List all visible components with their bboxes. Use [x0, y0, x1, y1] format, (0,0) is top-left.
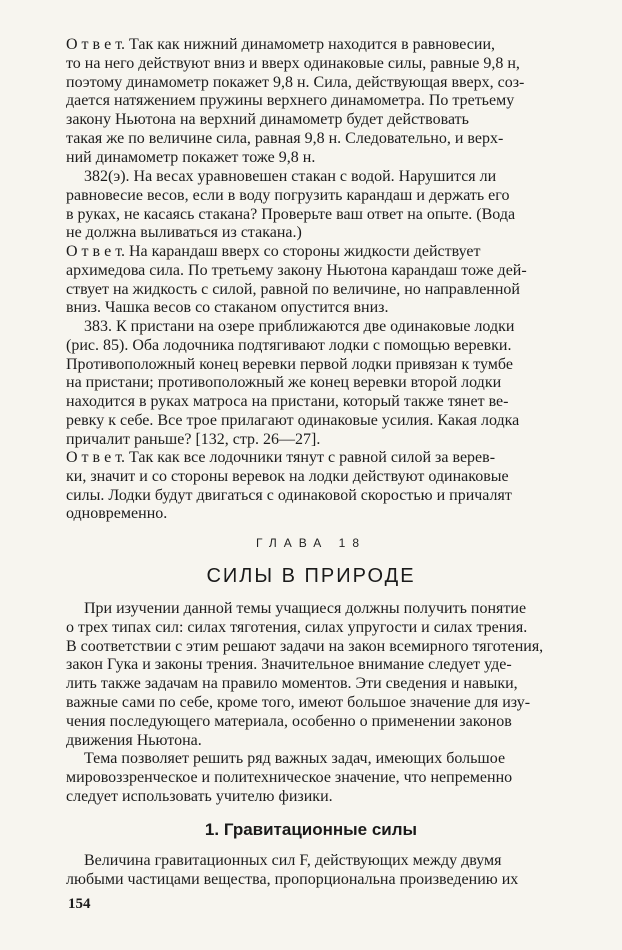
- answer-383: [66, 449, 582, 524]
- section-text: [66, 852, 582, 890]
- paragraph: [66, 750, 582, 806]
- text-line: мировоззренческое и политехническое значение, что непременно: [66, 768, 513, 786]
- text-line: дается натяжением пружины верхнего динамометра. По третьему: [66, 92, 515, 110]
- text-line: важные сами по себе, кроме того, имеют большое значение для изу-: [66, 693, 531, 711]
- paragraph: [66, 449, 582, 524]
- section-title: 1. Гравитационные силы: [204, 820, 418, 839]
- text-line: В соответствии с этим решают задачи на закон всемирного тяготения,: [66, 637, 544, 655]
- text-line: ревку к себе. Все трое прилагают одинаковые усилия. Какая лодка: [66, 411, 520, 429]
- text-line: закон Гука и законы трения. Значительное внимание следует уде-: [66, 656, 512, 674]
- text-line: (рис. 85). Оба лодочника подтягивают лодки с помощью веревки.: [66, 336, 512, 354]
- text-line: О т в е т. Так как все лодочники тянут с равной силой за верев-: [66, 449, 496, 466]
- text-line: о трех типах сил: силах тяготения, силах упругости и силах трения.: [66, 618, 528, 636]
- page-number: 154: [68, 896, 91, 912]
- text-line: 383. К пристани на озере приближаются две одинаковые лодки: [84, 318, 515, 335]
- text-line: одновременно.: [66, 505, 168, 523]
- text-line: ний динамометр покажет тоже 9,8 н.: [66, 148, 316, 166]
- chapter-label: ГЛАВА 18: [256, 536, 366, 550]
- text-line: в руках, не касаясь стакана? Проверьте ваш ответ на опыте. (Вода: [66, 205, 516, 223]
- problem-383: [66, 318, 582, 450]
- text-line: поэтому динамометр покажет 9,8 н. Сила, действующая вверх, соз-: [66, 73, 525, 91]
- text-line: на пристани; противоположный же конец веревки второй лодки: [66, 374, 502, 392]
- answer-381: [66, 36, 582, 168]
- paragraph: [66, 168, 582, 243]
- problem-382: [66, 168, 582, 243]
- text-line: архимедова сила. По третьему закону Ньютона карандаш тоже дей-: [66, 261, 527, 279]
- text-line: силы. Лодки будут двигаться с одинаковой скоростью и причалят: [66, 486, 512, 504]
- paragraph: [66, 852, 582, 890]
- text-line: причалит раньше? [132, стр. 26—27].: [66, 430, 321, 448]
- text-line: При изучении данной темы учащиеся должны получить понятие: [84, 600, 527, 617]
- chapter-intro: [66, 600, 582, 750]
- text-line: не должна выливаться из стакана.): [66, 224, 302, 242]
- chapter-intro-2: [66, 750, 582, 806]
- text-line: любыми частицами вещества, пропорциональна произведению их: [66, 870, 519, 888]
- paragraph: [66, 600, 582, 750]
- text-line: ствует на жидкость с силой, равной по величине, но направленной: [66, 280, 520, 298]
- text-line: то на него действуют вниз и вверх одинаковые силы, равные 9,8 н,: [66, 54, 520, 72]
- text-line: чения последующего материала, особенно о применении законов: [66, 712, 512, 730]
- chapter-title: СИЛЫ В ПРИРОДЕ: [206, 565, 416, 587]
- paragraph: [66, 36, 582, 168]
- text-line: О т в е т. На карандаш вверх со стороны жидкости действует: [66, 243, 481, 260]
- text-line: вниз. Чашка весов со стаканом опустится вниз.: [66, 299, 389, 317]
- answer-382: [66, 243, 582, 318]
- text-line: закону Ньютона на верхний динамометр будет действовать: [66, 111, 469, 129]
- text-line: находится в руках матроса на пристани, который также тянет ве-: [66, 393, 509, 411]
- paragraph: [66, 318, 582, 450]
- text-line: 382(э). На весах уравновешен стакан с водой. Нарушится ли: [84, 168, 497, 185]
- text-line: такая же по величине сила, равная 9,8 н. Следовательно, и верх-: [66, 129, 504, 147]
- text-line: ки, значит и со стороны веревок на лодки действуют одинаковые: [66, 467, 509, 485]
- text-line: движения Ньютона.: [66, 731, 202, 749]
- text-line: Противоположный конец веревки первой лодки привязан к тумбе: [66, 355, 513, 373]
- text-line: Тема позволяет решить ряд важных задач, имеющих большое: [84, 750, 506, 767]
- text-line: равновесие весов, если в воду погрузить карандаш и держать его: [66, 186, 510, 204]
- text-line: Величина гравитационных сил F, действующих между двумя: [84, 852, 502, 869]
- text-line: лить также задачам на правило моментов. Эти сведения и навыки,: [66, 675, 518, 693]
- text-line: О т в е т. Так как нижний динамометр находится в равновесии,: [66, 36, 496, 53]
- text-line: следует использовать учителю физики.: [66, 787, 333, 805]
- paragraph: [66, 243, 582, 318]
